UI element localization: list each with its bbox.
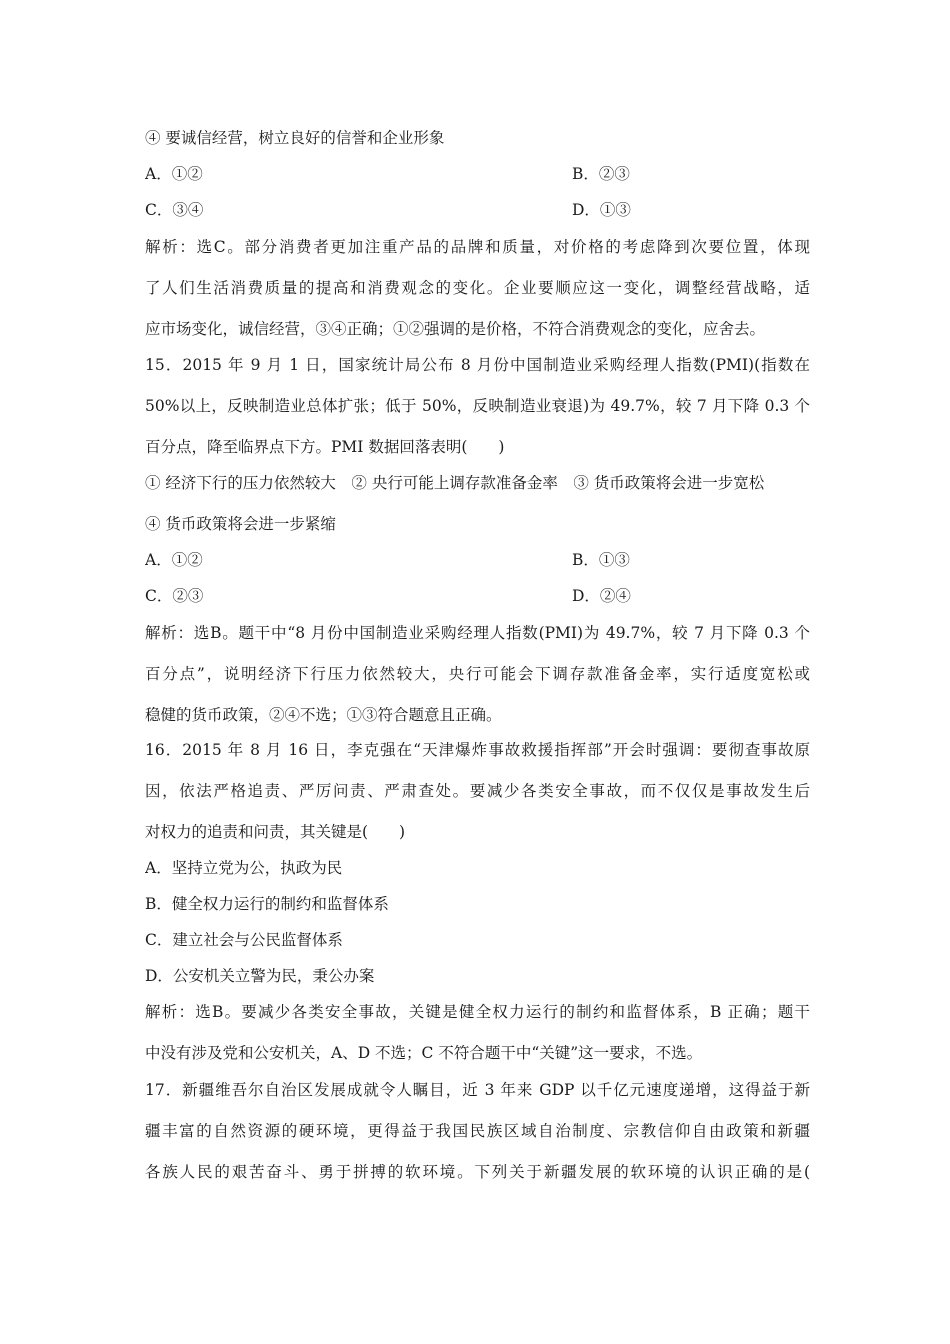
q16-stem-line-3: 对权力的追责和问责，其关键是( ) xyxy=(145,823,406,841)
q15-analysis-line-3: 稳健的货币政策，②④不选；①③符合题意且正确。 xyxy=(145,706,502,724)
q14-option-c: C．③④ xyxy=(145,201,204,219)
q14-option-b: B．②③ xyxy=(572,165,630,183)
q15-option-c: C．②③ xyxy=(145,587,204,605)
q14-options-row-1 xyxy=(145,163,810,185)
q15-stem-line-2: 50%以上，反映制造业总体扩张；低于 50%，反映制造业衰退)为 49.7%，较 7 月下降 0.3 个 xyxy=(145,397,810,415)
q15-stem-line-1: 15．2015 年 9 月 1 日，国家统计局公布 8 月份中国制造业采购经理人指数(PMI)(指数在 xyxy=(145,356,810,374)
q14-analysis-line-3: 应市场变化，诚信经营，③④正确；①②强调的是价格，不符合消费观念的变化，应舍去。 xyxy=(145,320,766,338)
q17-stem-line-1: 17．新疆维吾尔自治区发展成就令人瞩目，近 3 年来 GDP 以千亿元速度递增，这得益于新 xyxy=(145,1081,810,1099)
q15-stem-line-3: 百分点，降至临界点下方。PMI 数据回落表明( ) xyxy=(145,438,505,456)
q15-option-a: A．①② xyxy=(145,551,203,569)
q16-option-b: B．健全权力运行的制约和监督体系 xyxy=(145,895,389,913)
q15-options-row-1 xyxy=(145,549,810,571)
q14-option-d: D．①③ xyxy=(572,201,631,219)
q15-items-line-2: ④ 货币政策将会进一步紧缩 xyxy=(145,515,336,533)
q14-analysis-line-2: 了人们生活消费质量的提高和消费观念的变化。企业要顺应这一变化，调整经营战略，适 xyxy=(145,279,810,297)
q16-stem-line-1: 16．2015 年 8 月 16 日，李克强在“天津爆炸事故救援指挥部”开会时强调：要彻查事故原 xyxy=(145,741,810,759)
q15-options-row-2 xyxy=(145,585,810,607)
q15-items-line-1: ① 经济下行的压力依然较大 ② 央行可能上调存款准备金率 ③ 货币政策将会进一步宽松 xyxy=(145,474,765,492)
q14-item-4: ④ 要诚信经营，树立良好的信誉和企业形象 xyxy=(145,129,445,147)
q16-option-c: C．建立社会与公民监督体系 xyxy=(145,931,343,949)
q16-option-d: D．公安机关立警为民，秉公办案 xyxy=(145,967,375,985)
q16-analysis-line-1: 解析：选B。要减少各类安全事故，关键是健全权力运行的制约和监督体系，B 正确；题干 xyxy=(145,1003,810,1021)
q15-option-b: B．①③ xyxy=(572,551,630,569)
q17-stem-line-2: 疆丰富的自然资源的硬环境，更得益于我国民族区域自治制度、宗教信仰自由政策和新疆 xyxy=(145,1122,810,1140)
q16-option-a: A．坚持立党为公，执政为民 xyxy=(145,859,343,877)
q14-option-a: A．①② xyxy=(145,165,203,183)
q17-stem-line-3: 各族人民的艰苦奋斗、勇于拼搏的软环境。下列关于新疆发展的软环境的认识正确的是( xyxy=(145,1163,810,1181)
q15-option-d: D．②④ xyxy=(572,587,631,605)
q15-analysis-line-2: 百分点”，说明经济下行压力依然较大，央行可能会下调存款准备金率，实行适度宽松或 xyxy=(145,665,810,683)
q14-analysis-line-1: 解析：选C。部分消费者更加注重产品的品牌和质量，对价格的考虑降到次要位置，体现 xyxy=(145,238,810,256)
q16-analysis-line-2: 中没有涉及党和公安机关，A、D 不选；C 不符合题干中“关键”这一要求，不选。 xyxy=(145,1044,703,1062)
q14-options-row-2 xyxy=(145,199,810,221)
q15-analysis-line-1: 解析：选B。题干中“8 月份中国制造业采购经理人指数(PMI)为 49.7%，较 7 月下降 0.3 个 xyxy=(145,624,810,642)
q16-stem-line-2: 因，依法严格追责、严厉问责、严肃查处。要减少各类安全事故，而不仅仅是事故发生后 xyxy=(145,782,810,800)
